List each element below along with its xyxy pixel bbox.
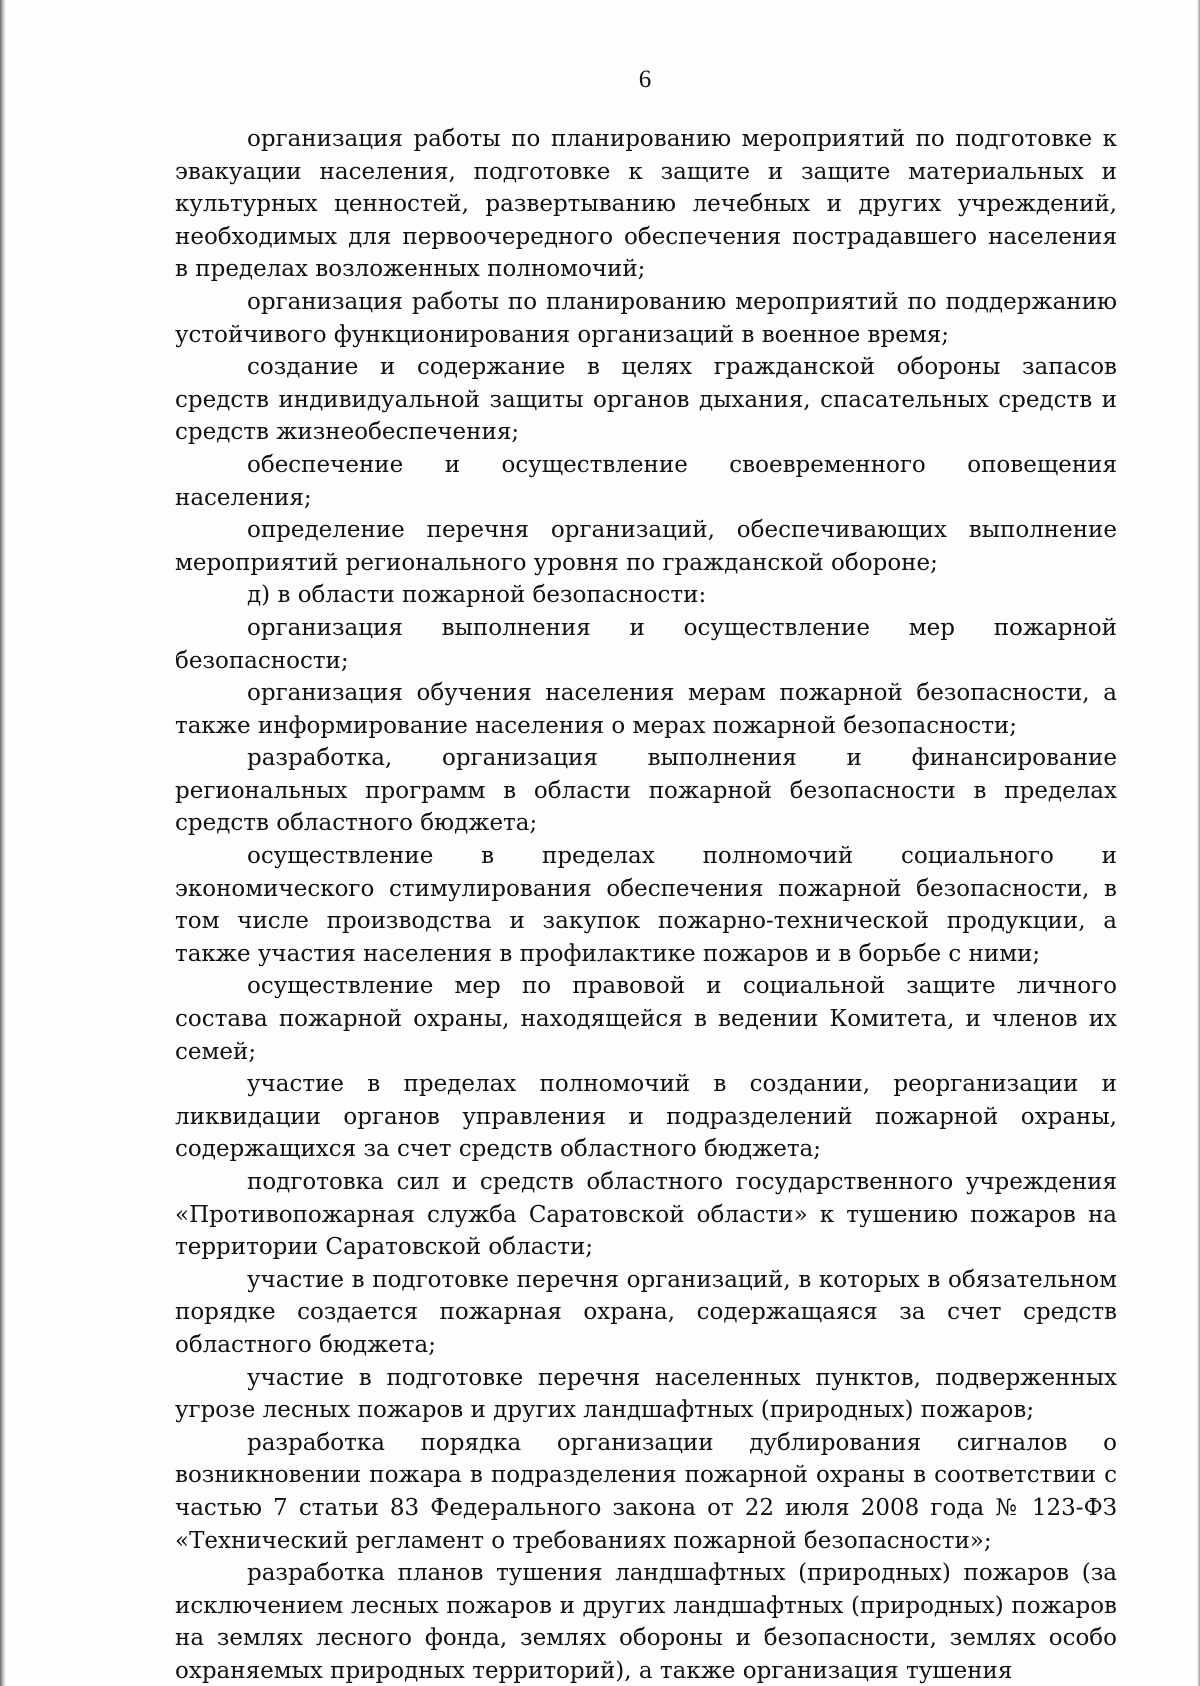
paragraph: осуществление мер по правовой и социальной защите личного состава пожарной охраны, находящейся в ведении Комитета, и членов их семей; <box>175 973 1117 1065</box>
paragraph: организация работы по планированию мероприятий по подготовке к эвакуации населения, подготовке к защите и защите материальных и культурных ценностей, развертыванию лечебных и других учреждений, необходимых для первоочередного обеспечения пострадавшего населения в пределах возложенных полномочий; <box>175 126 1117 283</box>
paragraph: участие в пределах полномочий в создании, реорганизации и ликвидации органов управления и подразделений пожарной охраны, содержащихся за счет средств областного бюджета; <box>175 1071 1117 1163</box>
paragraph: разработка порядка организации дублирования сигналов о возникновении пожара в подразделения пожарной охраны в соответствии с частью 7 статьи 83 Федерального закона от 22 июля 2008 года № 123-ФЗ «Технический регламент о требованиях пожарной безопасности»; <box>175 1429 1117 1554</box>
paragraph: подготовка сил и средств областного государственного учреждения «Противопожарная служба Саратовской области» к тушению пожаров на территории Саратовской области; <box>175 1169 1117 1261</box>
paragraph: определение перечня организаций, обеспечивающих выполнение мероприятий регионального уровня по гражданской обороне; <box>175 517 1117 576</box>
section-heading-fire-safety: д) в области пожарной безопасности: <box>247 582 707 609</box>
paragraph: участие в подготовке перечня населенных пунктов, подверженных угрозе лесных пожаров и других ландшафтных (природных) пожаров; <box>175 1364 1117 1424</box>
paragraph: организация выполнения и осуществление мер пожарной безопасности; <box>175 614 1117 674</box>
scan-edge-left <box>0 0 6 1686</box>
paragraph: осуществление в пределах полномочий социального и экономического стимулирования обеспечения пожарной безопасности, в том числе производства и закупок пожарно-технической продукции, а также участия населения в профилактике пожаров и в борьбе с ними; <box>175 843 1117 967</box>
paragraph: обеспечение и осуществление своевременного оповещения населения; <box>175 451 1117 511</box>
page-number: 6 <box>638 66 652 93</box>
paragraph: создание и содержание в целях гражданской обороны запасов средств индивидуальной защиты органов дыхания, спасательных средств и средств жизнеобеспечения; <box>175 354 1117 446</box>
paragraph: организация работы по планированию мероприятий по поддержанию устойчивого функционирования организаций в военное время; <box>175 288 1117 348</box>
paragraph: участие в подготовке перечня организаций, в которых в обязательном порядке создается пожарная охрана, содержащаяся за счет средств областного бюджета; <box>175 1266 1117 1358</box>
paragraph: разработка, организация выполнения и финансирование региональных программ в области пожарной безопасности в пределах средств областного бюджета; <box>175 745 1117 837</box>
paragraph: разработка планов тушения ландшафтных (природных) пожаров (за исключением лесных пожаров и других ландшафтных (природных) пожаров на землях лесного фонда, землях обороны и безопасности, землях особо охраняемых природных территорий), а также организация тушения <box>175 1560 1117 1684</box>
paragraph: организация обучения населения мерам пожарной безопасности, а также информирование населения о мерах пожарной безопасности; <box>175 680 1117 739</box>
document-body <box>175 123 1117 1686</box>
